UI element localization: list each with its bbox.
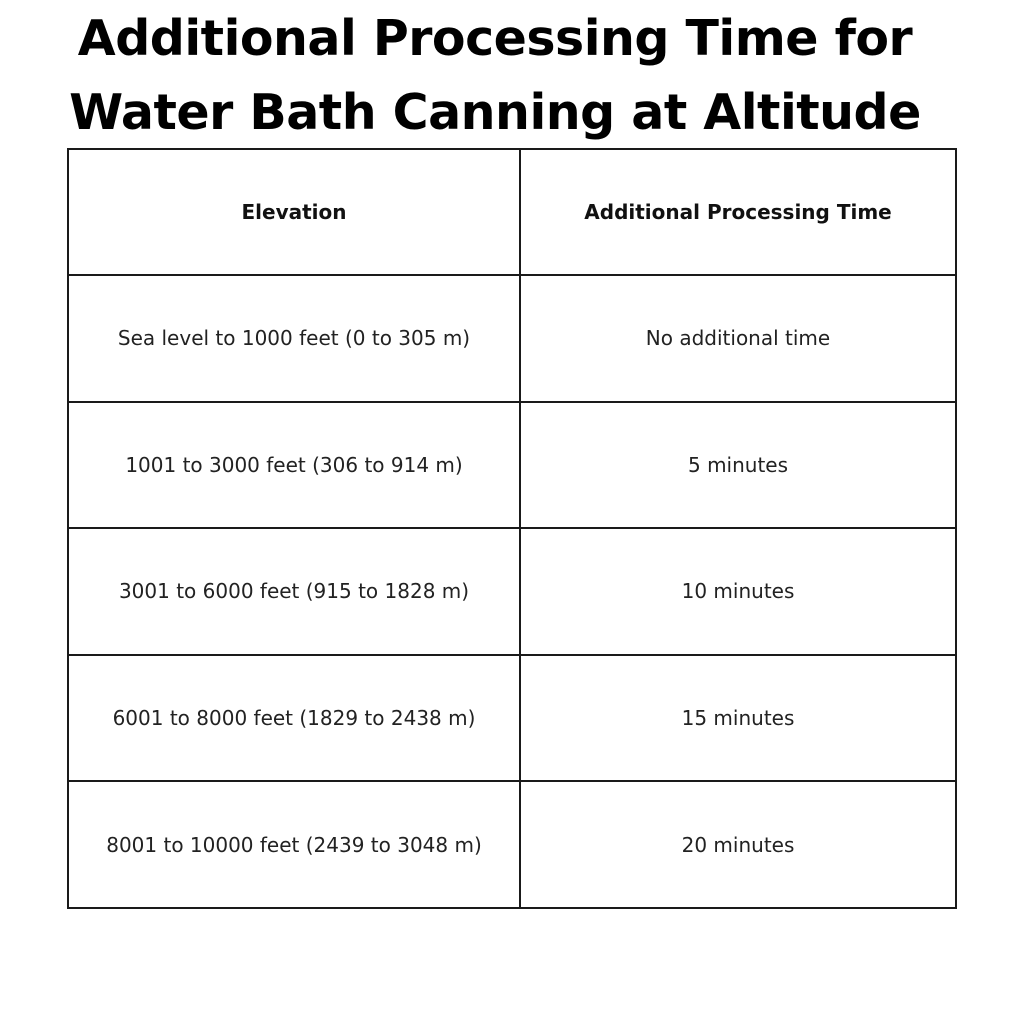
cell-elevation: 6001 to 8000 feet (1829 to 2438 m) xyxy=(68,655,520,782)
table-row xyxy=(68,402,956,529)
cell-elevation: Sea level to 1000 feet (0 to 305 m) xyxy=(68,275,520,402)
cell-elevation: 8001 to 10000 feet (2439 to 3048 m) xyxy=(68,781,520,908)
title-line-2: Water Bath Canning at Altitude xyxy=(69,84,921,141)
cell-additional-time: 10 minutes xyxy=(520,528,956,655)
table-row xyxy=(68,528,956,655)
cell-additional-time: 20 minutes xyxy=(520,781,956,908)
cell-elevation: 3001 to 6000 feet (915 to 1828 m) xyxy=(68,528,520,655)
cell-elevation: 1001 to 3000 feet (306 to 914 m) xyxy=(68,402,520,529)
title-line-1: Additional Processing Time for xyxy=(77,10,913,67)
cell-additional-time: 15 minutes xyxy=(520,655,956,782)
table-row xyxy=(68,275,956,402)
header-additional-time: Additional Processing Time xyxy=(520,149,956,275)
altitude-processing-table xyxy=(67,148,957,909)
page-title xyxy=(0,2,990,150)
header-elevation: Elevation xyxy=(68,149,520,275)
cell-additional-time: 5 minutes xyxy=(520,402,956,529)
cell-additional-time: No additional time xyxy=(520,275,956,402)
table-row xyxy=(68,781,956,908)
table-header-row xyxy=(68,149,956,275)
table-row xyxy=(68,655,956,782)
